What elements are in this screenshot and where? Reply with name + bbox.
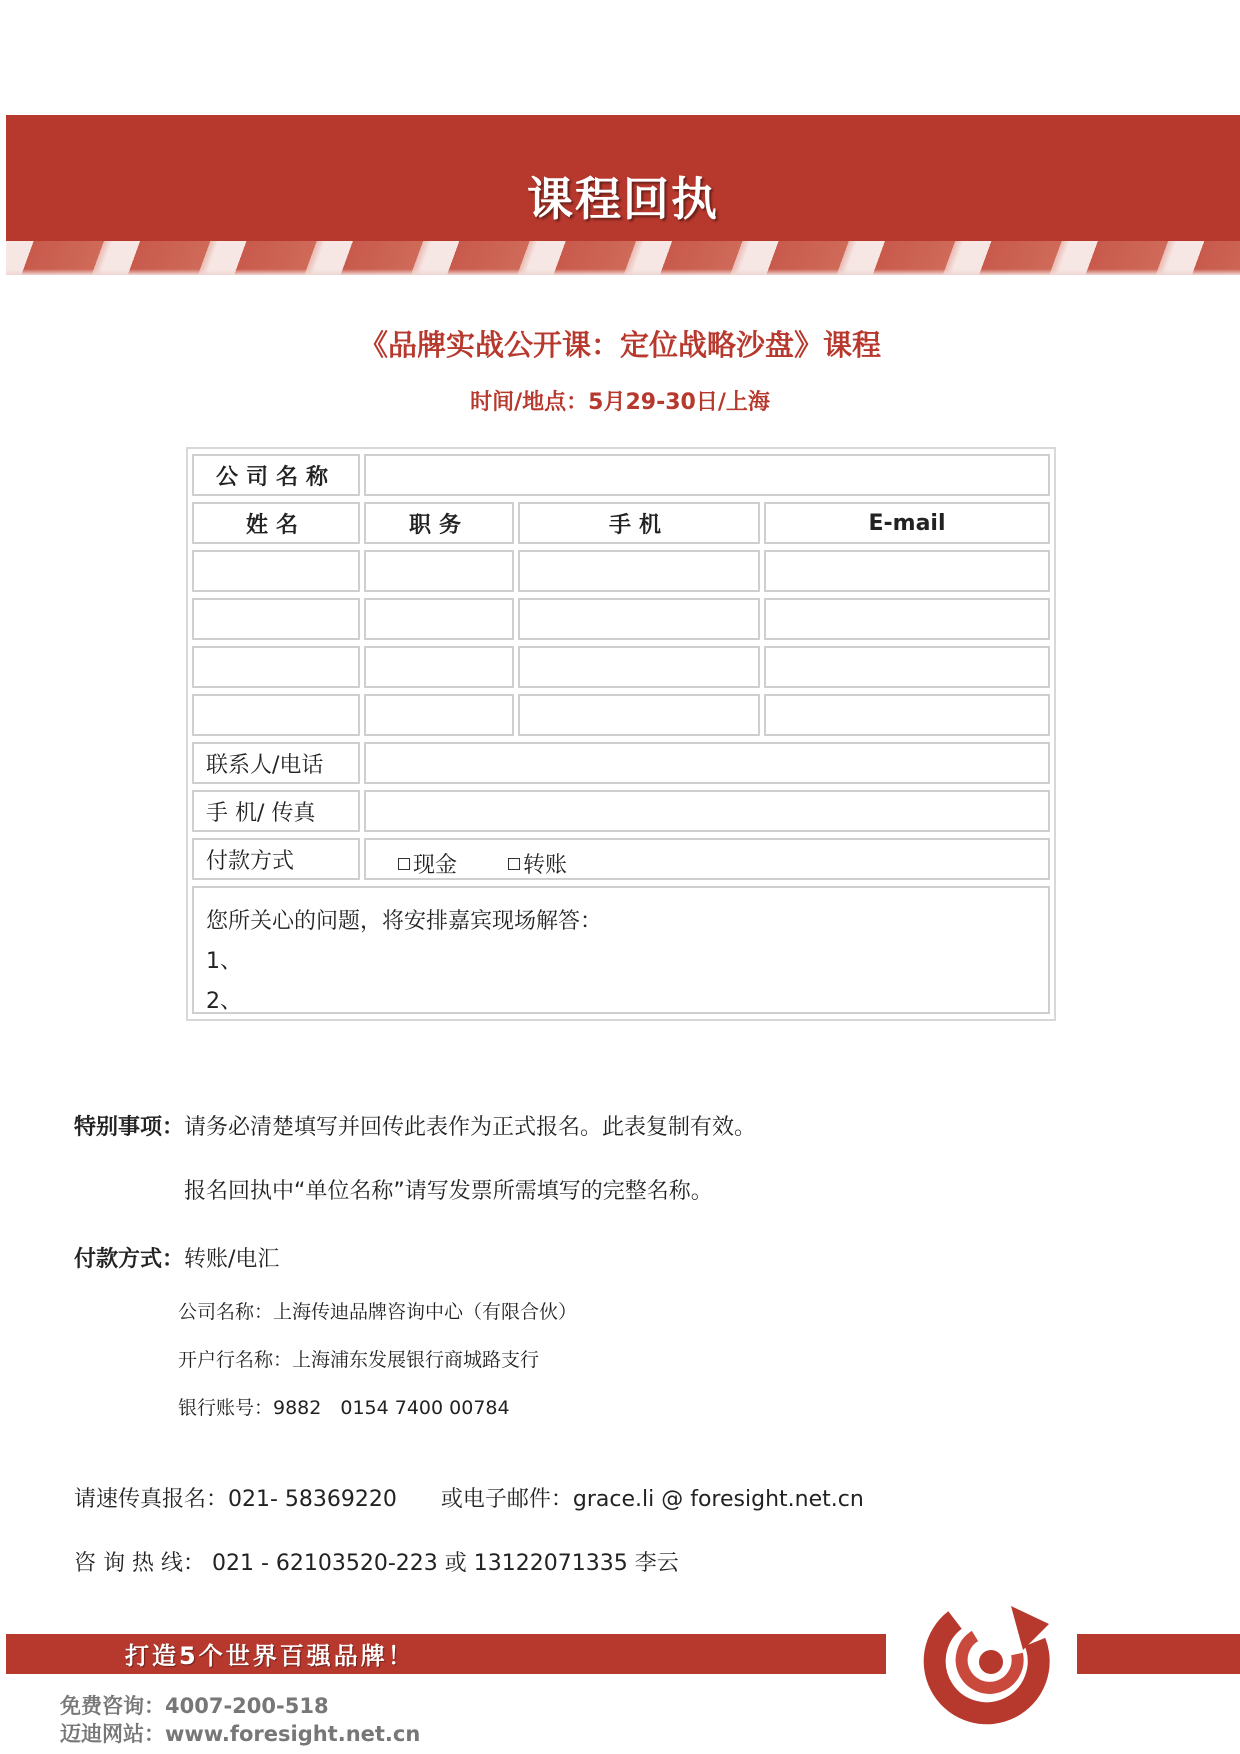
contact-phone-field[interactable] — [364, 742, 1050, 784]
attendee-email-field[interactable] — [764, 598, 1050, 640]
special-notes-label: 特别事项： — [74, 1115, 185, 1140]
checkbox-icon[interactable] — [398, 858, 410, 870]
attendee-name-field[interactable] — [192, 646, 360, 688]
checkbox-icon[interactable] — [508, 858, 520, 870]
course-time-place: 时间/地点：5月29-30日/上海 — [470, 390, 770, 415]
payment-info-value: 转账/电汇 — [184, 1247, 280, 1272]
fax-signup-line: 请速传真报名：021- 58369220 或电子邮件：grace.li @ foresight.net.cn — [74, 1487, 864, 1512]
attendee-name-field[interactable] — [192, 694, 360, 736]
special-notes-text-1: 请务必清楚填写并回传此表作为正式报名。此表复制有效。 — [184, 1115, 757, 1140]
attendee-position-field[interactable] — [364, 598, 514, 640]
attendee-mobile-field[interactable] — [518, 598, 760, 640]
attendee-email-field[interactable] — [764, 550, 1050, 592]
col-header-email: E-mail — [764, 502, 1050, 544]
bank-branch-name: 开户行名称：上海浦东发展银行商城路支行 — [178, 1349, 540, 1371]
hotline-line: 咨 询 热 线： 021 - 62103520-223 或 13122071335 李云 — [74, 1551, 679, 1576]
company-name-label: 公司名称 — [192, 454, 360, 496]
bank-company-name: 公司名称：上海传迪品牌咨询中心（有限合伙） — [178, 1301, 578, 1323]
col-header-position: 职务 — [364, 502, 514, 544]
question-2: 2、 — [206, 989, 242, 1014]
payment-transfer-label: 转账 — [523, 853, 568, 878]
attendee-mobile-field[interactable] — [518, 694, 760, 736]
payment-info — [74, 1242, 279, 1273]
payment-method-label: 付款方式 — [192, 838, 360, 880]
question-1: 1、 — [206, 949, 242, 974]
attendee-name-field[interactable] — [192, 550, 360, 592]
footer-slogan: 打造5个世界百强品牌！ — [125, 1642, 415, 1670]
course-title: 《品牌实战公开课：定位战略沙盘》课程 — [358, 328, 881, 362]
registration-form — [186, 447, 1056, 1021]
attendee-mobile-field[interactable] — [518, 550, 760, 592]
footer-banner-right — [1077, 1634, 1240, 1674]
contact-phone-label: 联系人/电话 — [192, 742, 360, 784]
attendee-position-field[interactable] — [364, 550, 514, 592]
bank-account-number: 银行账号：9882 0154 7400 00784 — [178, 1397, 510, 1419]
mobile-fax-label: 手 机/ 传真 — [192, 790, 360, 832]
attendee-position-field[interactable] — [364, 694, 514, 736]
attendee-name-field[interactable] — [192, 598, 360, 640]
attendee-email-field[interactable] — [764, 694, 1050, 736]
special-notes — [74, 1110, 756, 1141]
questions-prompt: 您所关心的问题，将安排嘉宾现场解答： — [206, 909, 603, 934]
footer-website: 迈迪网站：www.foresight.net.cn — [60, 1722, 421, 1746]
attendee-mobile-field[interactable] — [518, 646, 760, 688]
foresight-logo-icon — [915, 1580, 1065, 1730]
company-name-field[interactable] — [364, 454, 1050, 496]
header-stripes — [6, 241, 1240, 275]
attendee-position-field[interactable] — [364, 646, 514, 688]
special-notes-text-2: 报名回执中“单位名称”请写发票所需填写的完整名称。 — [184, 1179, 713, 1204]
page-title: 课程回执 — [527, 172, 719, 226]
payment-transfer-option[interactable] — [508, 848, 567, 879]
header-banner — [6, 115, 1240, 241]
payment-method-options — [364, 838, 1050, 880]
col-header-name: 姓名 — [192, 502, 360, 544]
payment-cash-option[interactable] — [398, 848, 457, 879]
payment-info-label: 付款方式： — [74, 1247, 185, 1272]
footer-free-consult: 免费咨询：4007-200-518 — [60, 1694, 329, 1718]
questions-box[interactable] — [192, 886, 1050, 1014]
payment-cash-label: 现金 — [413, 853, 458, 878]
col-header-mobile: 手机 — [518, 502, 760, 544]
attendee-email-field[interactable] — [764, 646, 1050, 688]
mobile-fax-field[interactable] — [364, 790, 1050, 832]
